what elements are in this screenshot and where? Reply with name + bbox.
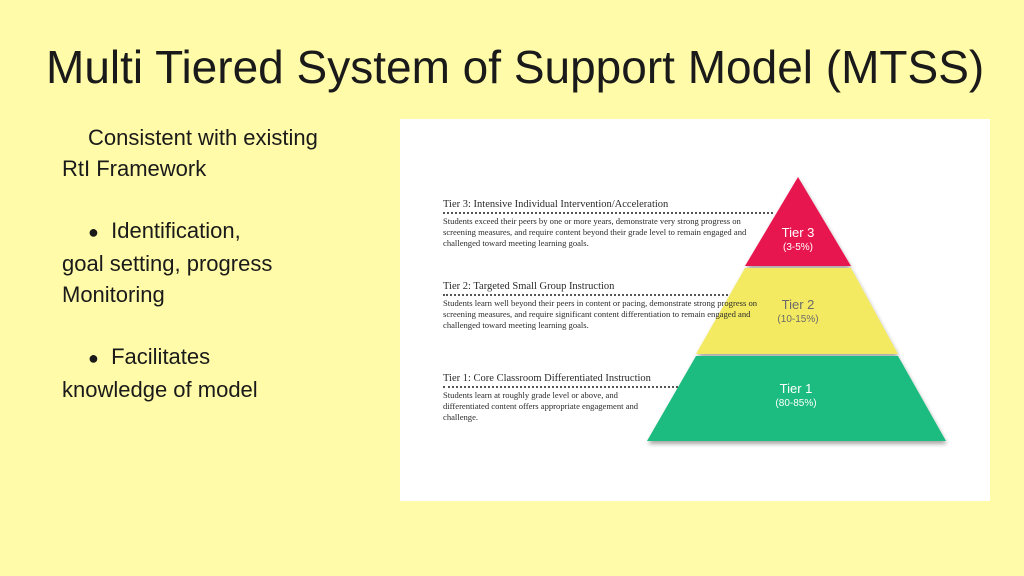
bullet-item (62, 341, 382, 405)
bullet-text: RtI Framework (62, 156, 207, 181)
bullet-list (62, 122, 382, 405)
tier-1-description: Students learn at roughly grade level or above, and differentiated content offers appropriate engagement and challenge. (443, 390, 639, 422)
bullet-text: knowledge of model (62, 377, 258, 402)
tier-3-percent: (3-5%) (782, 242, 813, 253)
bullet-marker: ● (88, 348, 99, 368)
bullet-text: Facilitates (111, 344, 211, 369)
tier-3-description: Students exceed their peers by one or more years, demonstrate very strong progress on screening measures, and require content beyond their grade level to remain engaged and challenged toward meeting learning goals. (443, 216, 747, 248)
tier-2-description: Students learn well beyond their peers in content or pacing, demonstrate strong progress on screening measures, and require significant content differentiation to remain engaged and challenged toward meeting learning goals. (443, 298, 758, 330)
tier-3-text (443, 199, 773, 248)
tier-1-text (443, 373, 651, 422)
bullet-item (62, 215, 382, 310)
tier-3-label (748, 225, 848, 253)
slide-title: Multi Tiered System of Support Model (MTSS) (46, 41, 985, 93)
bullet-text: Identification, (111, 218, 241, 243)
tier-2-label (748, 297, 848, 325)
tier-3-name: Tier 3 (781, 225, 815, 240)
bullet-item (62, 122, 382, 184)
tier-2-percent: (10-15%) (777, 314, 819, 325)
bullet-text: Consistent with existing (88, 125, 318, 150)
bullet-marker: ● (88, 222, 99, 242)
tier-2-heading: Tier 2: Targeted Small Group Instruction (443, 281, 615, 292)
tier-2-text (443, 281, 773, 330)
tier-3-divider (443, 212, 773, 214)
tier-1-heading: Tier 1: Core Classroom Differentiated Instruction (443, 373, 651, 384)
tier-1-name: Tier 1 (779, 381, 813, 396)
tier-3-heading: Tier 3: Intensive Individual Intervention/Acceleration (443, 199, 669, 210)
tier-2-name: Tier 2 (781, 297, 815, 312)
tier-1-divider (443, 386, 678, 388)
bullet-text: goal setting, progress Monitoring (62, 251, 273, 307)
mtss-figure (400, 119, 990, 501)
tier-1-percent: (80-85%) (775, 398, 817, 409)
tier-1-label (746, 381, 846, 409)
tier-2-divider (443, 294, 728, 296)
